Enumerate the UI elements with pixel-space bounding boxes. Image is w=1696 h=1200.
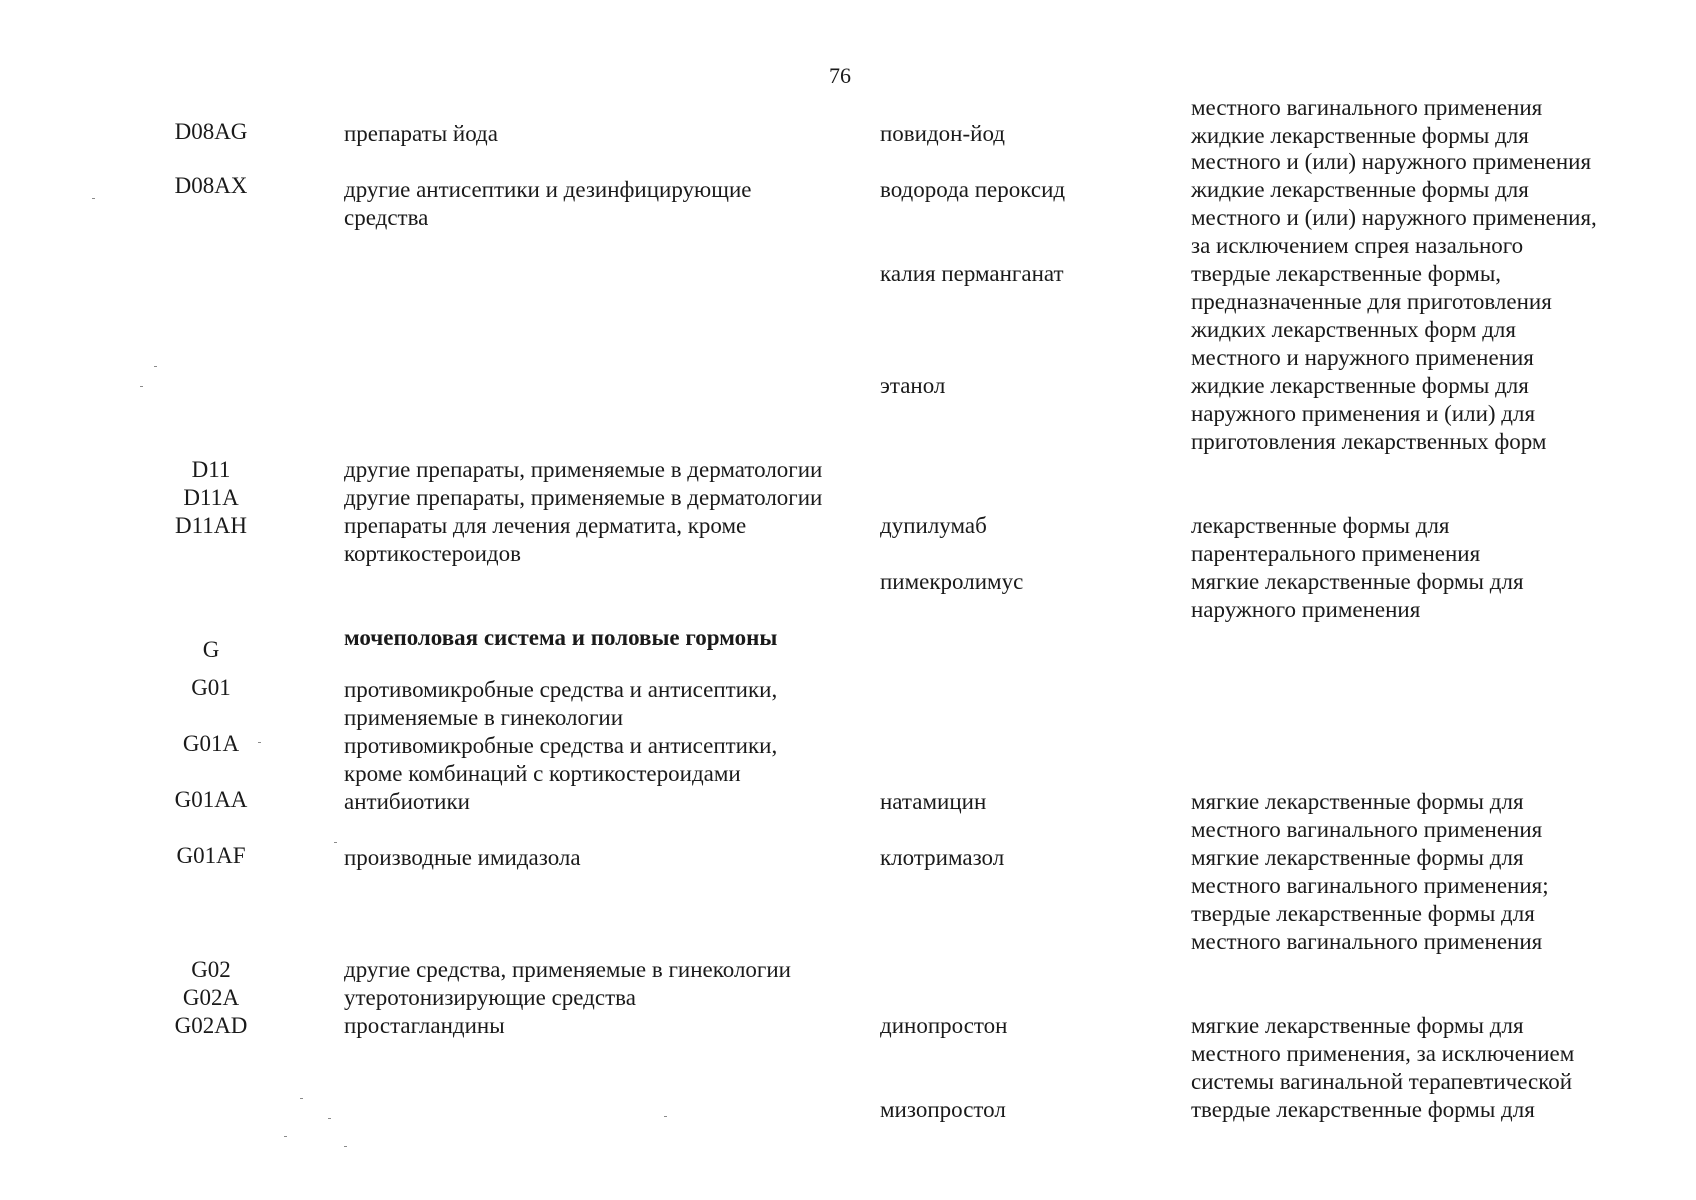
group-name: другие препараты, применяемые в дерматологии (344, 485, 823, 510)
drug-name: повидон-йод (880, 121, 1005, 146)
form-text: приготовления лекарственных форм (1191, 429, 1547, 454)
form-text: местного вагинального применения (1191, 95, 1543, 120)
form-text: лекарственные формы для (1191, 513, 1450, 538)
form-text: жидкие лекарственные формы для (1191, 123, 1529, 148)
group-name: другие препараты, применяемые в дерматологии (344, 457, 823, 482)
group-name: средства (344, 205, 429, 230)
atc-code: D11A (183, 485, 239, 510)
atc-code: G02A (182, 985, 240, 1010)
scan-speck (284, 1136, 287, 1137)
group-name: кортикостероидов (344, 541, 521, 566)
drug-name: клотримазол (880, 845, 1005, 870)
atc-code: D11AH (175, 513, 247, 538)
form-text: системы вагинальной терапевтической (1191, 1069, 1573, 1094)
atc-code: D08AX (174, 173, 248, 198)
atc-code: G02 (191, 957, 231, 982)
form-text: местного вагинального применения (1191, 817, 1543, 842)
scan-speck (92, 198, 95, 199)
group-name: производные имидазола (344, 845, 581, 870)
drug-name: дупилумаб (880, 513, 987, 538)
group-name: противомикробные средства и антисептики, (344, 677, 778, 702)
drug-name: динопростон (880, 1013, 1008, 1038)
scan-speck (258, 742, 261, 743)
atc-code: D11 (191, 457, 231, 482)
form-text: наружного применения (1191, 597, 1421, 622)
group-name: препараты для лечения дерматита, кроме (344, 513, 747, 538)
form-text: твердые лекарственные формы для (1191, 901, 1535, 926)
form-text: мягкие лекарственные формы для (1191, 845, 1524, 870)
group-name: другие антисептики и дезинфицирующие (344, 177, 752, 202)
group-name: кроме комбинаций с кортикостероидами (344, 761, 741, 786)
drug-name: натамицин (880, 789, 987, 814)
group-name-bold: мочеполовая система и половые гормоны (344, 625, 778, 650)
form-text: местного применения, за исключением (1191, 1041, 1575, 1066)
form-text: мягкие лекарственные формы для (1191, 1013, 1524, 1038)
form-text: местного и (или) наружного применения (1191, 149, 1592, 174)
form-text: наружного применения и (или) для (1191, 401, 1536, 426)
form-text: жидкие лекарственные формы для (1191, 177, 1529, 202)
form-text: местного и (или) наружного применения, (1191, 205, 1597, 230)
drug-name: этанол (880, 373, 946, 398)
scan-speck (664, 1116, 667, 1117)
form-text: твердые лекарственные формы для (1191, 1097, 1535, 1122)
form-text: местного вагинального применения; (1191, 873, 1549, 898)
drug-name: мизопростол (880, 1097, 1006, 1122)
atc-code: D08AG (174, 119, 248, 144)
group-name: простагландины (344, 1013, 505, 1038)
group-name: другие средства, применяемые в гинекологии (344, 957, 791, 982)
form-text: парентерального применения (1191, 541, 1481, 566)
form-text: жидких лекарственных форм для (1191, 317, 1516, 342)
form-text: за исключением спрея назального (1191, 233, 1524, 258)
scan-speck (154, 366, 157, 367)
group-name: применяемые в гинекологии (344, 705, 624, 730)
group-name: антибиотики (344, 789, 470, 814)
scan-speck (328, 1118, 331, 1119)
form-text: местного и наружного применения (1191, 345, 1534, 370)
group-name: противомикробные средства и антисептики, (344, 733, 778, 758)
group-name: препараты йода (344, 121, 498, 146)
scan-speck (334, 842, 337, 843)
form-text: мягкие лекарственные формы для (1191, 569, 1524, 594)
atc-code: G (202, 637, 220, 662)
page-number: 76 (829, 63, 851, 88)
form-text: предназначенные для приготовления (1191, 289, 1552, 314)
drug-name: калия перманганат (880, 261, 1064, 286)
drug-name: водорода пероксид (880, 177, 1066, 202)
atc-code: G01AA (174, 787, 248, 812)
form-text: мягкие лекарственные формы для (1191, 789, 1524, 814)
drug-name: пимекролимус (880, 569, 1024, 594)
scan-speck (300, 1098, 303, 1099)
scan-speck (344, 1146, 347, 1147)
form-text: местного вагинального применения (1191, 929, 1543, 954)
form-text: жидкие лекарственные формы для (1191, 373, 1529, 398)
atc-code: G01A (182, 731, 240, 756)
atc-code: G01AF (176, 843, 246, 868)
form-text: твердые лекарственные формы, (1191, 261, 1502, 286)
scan-speck (140, 386, 143, 387)
group-name: утеротонизирующие средства (344, 985, 636, 1010)
atc-code: G01 (191, 675, 231, 700)
atc-code: G02AD (174, 1013, 248, 1038)
